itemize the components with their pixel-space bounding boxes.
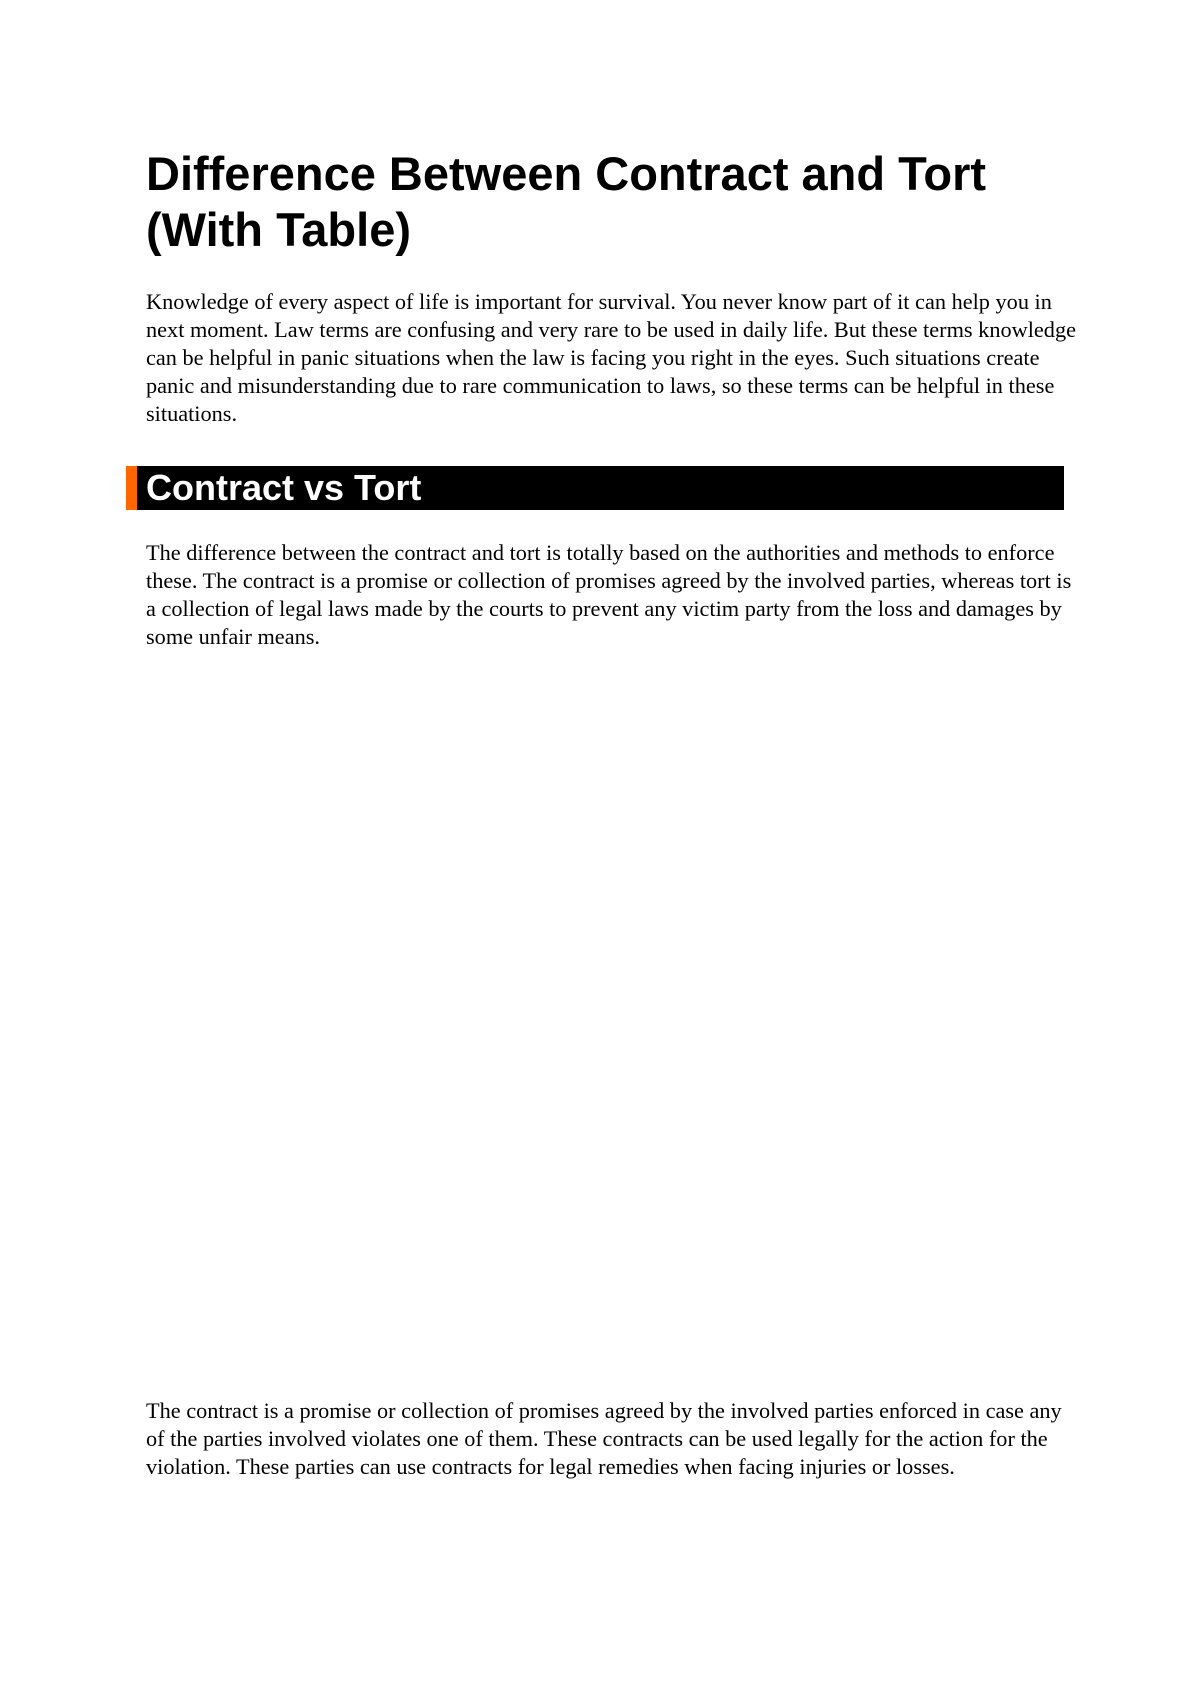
page-title: Difference Between Contract and Tort (With Table) (146, 147, 987, 256)
intro-paragraph: Knowledge of every aspect of life is important for survival. You never know part of it can help you in next moment. Law terms are confusing and very rare to be used in daily life. But these terms knowledge can be helpful in panic situations when the law is facing you right in the eyes. Such situations create panic and misunderstanding due to rare communication to laws, so these terms can be helpful in these situations. (146, 289, 1077, 426)
section-accent-stripe (126, 466, 137, 510)
contract-paragraph: The contract is a promise or collection of promises agreed by the involved parties enforced in case any of the parties involved violates one of them. These contracts can be used legally for the action for the violation. These parties can use contracts for legal remedies when facing injuries or losses. (146, 1398, 1062, 1479)
section-heading-bar (126, 466, 1064, 510)
section-heading: Contract vs Tort (146, 467, 422, 508)
difference-paragraph: The difference between the contract and tort is totally based on the authorities and methods to enforce these. The contract is a promise or collection of promises agreed by the involved parties, whereas tort is a collection of legal laws made by the courts to prevent any victim party from the loss and damages by some unfair means. (146, 540, 1072, 649)
